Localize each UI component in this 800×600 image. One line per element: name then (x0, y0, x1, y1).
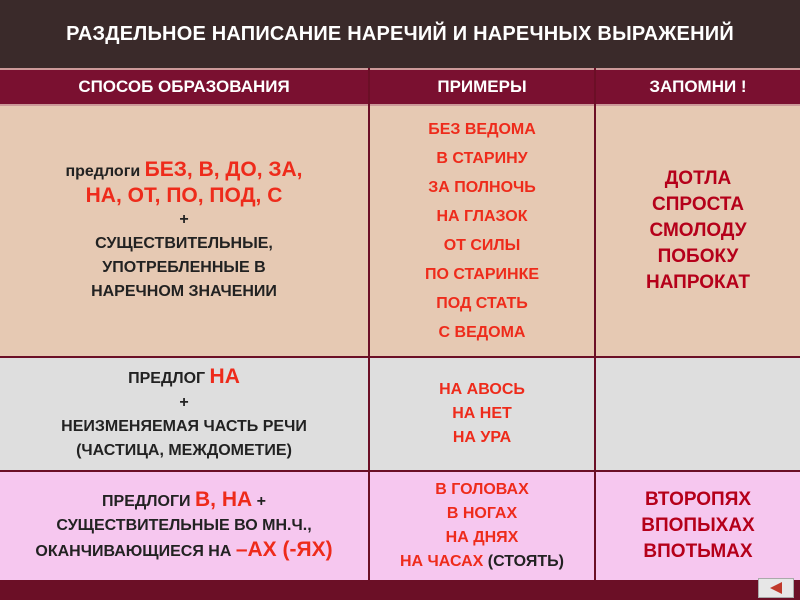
remember-word: ВТОРОПЯХ (644, 489, 752, 510)
example-prep: БЕЗ (428, 121, 461, 138)
example-prep: ПОД (436, 295, 472, 312)
example-item (444, 231, 521, 260)
rule-preps: НА (209, 365, 240, 388)
rule-prefix: ПРЕДЛОГ (128, 370, 210, 387)
rule-text: ОКАНЧИВАЮЩИЕСЯ НА (35, 543, 236, 560)
example-item (446, 526, 519, 550)
example-word: СИЛЫ (465, 237, 521, 254)
examples-cell-1 (370, 106, 594, 356)
example-prep: С (438, 324, 451, 341)
example-word: ГОЛОВАХ (446, 481, 529, 498)
example-prep: НА (452, 429, 476, 446)
example-item (425, 260, 539, 289)
rule-prefix: предлоги (65, 163, 145, 180)
rule-line (102, 488, 266, 514)
remember-cell-3 (596, 472, 800, 580)
rule-preps: В, НА (194, 488, 253, 511)
remember-word: СПРОСТА (652, 194, 744, 215)
rule-cell-3 (0, 472, 368, 580)
example-item (436, 144, 527, 173)
example-suffix: (СТОЯТЬ) (483, 553, 564, 570)
remember-cell-1 (596, 106, 800, 356)
rule-cell-2 (0, 358, 368, 470)
rule-text: УПОТРЕБЛЕННЫЕ В (102, 259, 266, 276)
example-prep: В (435, 481, 447, 498)
rule-preps: НА, ОТ, ПО, ПОД, С (85, 184, 283, 207)
example-word: ГЛАЗОК (459, 208, 528, 225)
example-word: УРА (475, 429, 512, 446)
page-title: РАЗДЕЛЬНОЕ НАПИСАНИЕ НАРЕЧИЙ И НАРЕЧНЫХ ВЫРАЖЕНИЙ (0, 0, 800, 68)
example-item (452, 402, 512, 426)
header-examples: ПРИМЕРЫ (370, 68, 594, 106)
rule-ending: –АХ (-ЯХ) (235, 538, 333, 561)
rule-preps: БЕЗ, В, ДО, ЗА, (144, 158, 303, 181)
example-word: АВОСЬ (462, 381, 525, 398)
rule-plus: + (179, 394, 189, 411)
arrow-left-icon (770, 582, 782, 594)
example-item (428, 115, 536, 144)
example-prep: НА (436, 208, 460, 225)
remember-word: ДОТЛА (664, 168, 732, 189)
example-word: ВЕДОМА (450, 324, 526, 341)
example-prep: ЗА (428, 179, 450, 196)
example-prep: В (436, 150, 448, 167)
rule-line (35, 538, 332, 564)
example-word: ДНЯХ (468, 529, 519, 546)
rule-plus: + (252, 493, 266, 510)
rule-line (128, 365, 240, 391)
rule-cell-1 (0, 106, 368, 356)
footer-bar (0, 580, 800, 600)
examples-cell-3 (370, 472, 594, 580)
example-word: СТАРИНКЕ (448, 266, 540, 283)
example-item (428, 173, 536, 202)
example-prep: В (446, 505, 459, 522)
header-remember: ЗАПОМНИ ! (596, 68, 800, 106)
example-item (439, 318, 526, 347)
example-prep: НА (400, 553, 424, 570)
example-word: НЕТ (475, 405, 512, 422)
example-prep: ПО (424, 266, 449, 283)
example-item (436, 202, 527, 231)
rule-text: НЕИЗМЕНЯЕМАЯ ЧАСТЬ РЕЧИ (61, 418, 307, 435)
example-item (439, 378, 525, 402)
remember-cell-2 (596, 358, 800, 470)
remember-word: ВПОТЬМАХ (643, 541, 753, 562)
rule-plus: + (179, 211, 189, 228)
example-item (447, 502, 517, 526)
example-word: ПОЛНОЧЬ (449, 179, 536, 196)
example-prep: НА (445, 529, 469, 546)
remember-word: НАПРОКАТ (645, 272, 751, 293)
remember-word: ВПОПЫХАХ (641, 515, 755, 536)
rule-text: НАРЕЧНОМ ЗНАЧЕНИИ (91, 283, 277, 300)
rule-text: СУЩЕСТВИТЕЛЬНЫЕ, (95, 235, 273, 252)
example-prep: ОТ (443, 237, 466, 254)
example-word: НОГАХ (458, 505, 518, 522)
rule-text: СУЩЕСТВИТЕЛЬНЫЕ ВО МН.Ч., (56, 517, 312, 534)
remember-word: ПОБОКУ (657, 246, 739, 267)
back-button[interactable] (758, 578, 794, 598)
example-item (436, 289, 528, 318)
rule-text: (ЧАСТИЦА, МЕЖДОМЕТИЕ) (76, 442, 292, 459)
header-method: СПОСОБ ОБРАЗОВАНИЯ (0, 68, 368, 106)
example-word: ЧАСАХ (423, 553, 484, 570)
example-prep: НА (439, 381, 463, 398)
remember-word: СМОЛОДУ (649, 220, 747, 241)
example-item (453, 426, 511, 450)
rule-prefix: ПРЕДЛОГИ (102, 493, 195, 510)
example-word: ВЕДОМА (460, 121, 536, 138)
example-item (400, 550, 564, 574)
examples-cell-2 (370, 358, 594, 470)
rule-line (65, 158, 302, 184)
example-prep: НА (452, 405, 476, 422)
example-word: СТАТЬ (471, 295, 528, 312)
example-word: СТАРИНУ (447, 150, 528, 167)
example-item (435, 478, 529, 502)
